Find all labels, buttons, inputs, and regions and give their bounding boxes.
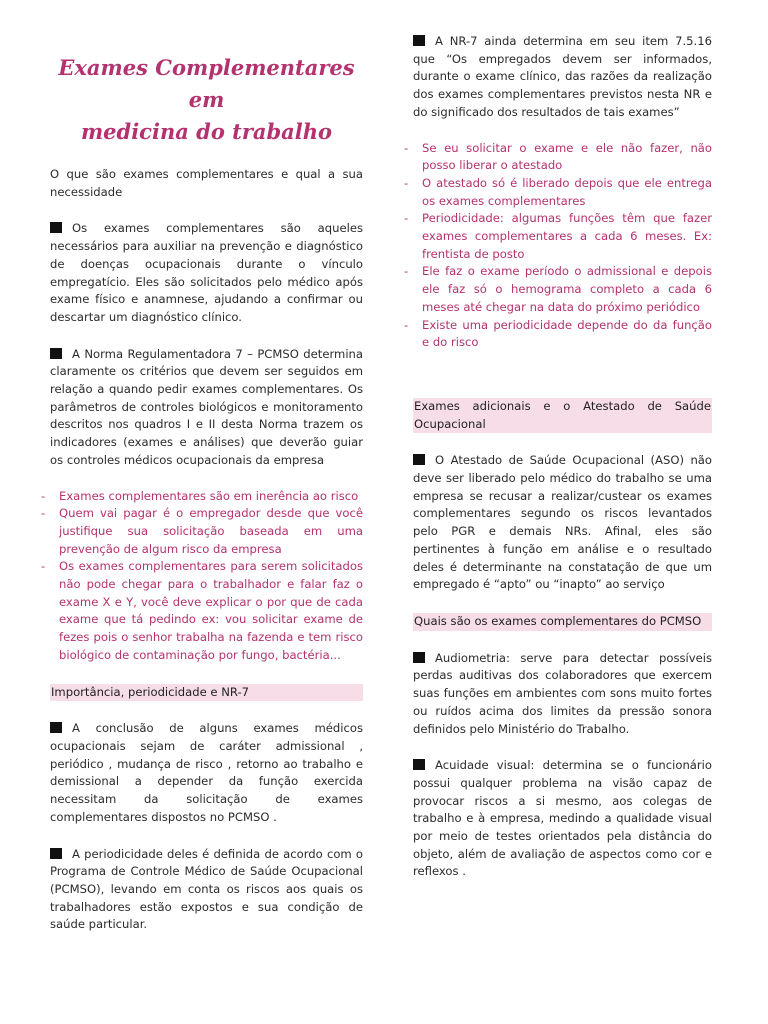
paragraph (50, 720, 363, 826)
paragraph-text: A Norma Regulamentadora 7 – PCMSO determina claramente os critérios que devem ser seguidos em relação a quando pedir exames complementares. Os parâmetros de controles biológicos e monitoramento descritos nos quadros I e II desta Norma trazem os indicadores (exames e análises) que deverão guiar os controles médicos ocupacionais da empresa (50, 346, 363, 467)
list-item: - Exames complementares são em inerência ao risco (50, 488, 363, 506)
paragraph-text: A NR-7 ainda determina em seu item 7.5.16 que “Os empregados devem ser informados, durante o exame clínico, das razões da realização dos exames complementares previstos nesta NR e do significado dos resultados de tais exames” (413, 34, 712, 119)
section-heading: Importância, periodicidade e NR-7 (50, 684, 363, 702)
paragraph-text: O Atestado de Saúde Ocupacional (ASO) não deve ser liberado pelo médico do trabalho se uma empresa se recusar a realizar/custear os exames complementares segundo os riscos levantados pelo PGR e demais NRs. Afinal, eles são pertinentes à função em análise e o resultado deles é determinante na constatação de que um empregado é “apto” ou “inapto” ao serviço (413, 453, 712, 592)
paragraph (50, 220, 363, 326)
square-bullet-icon (50, 722, 62, 733)
list-item: - Os exames complementares para serem solicitados não pode chegar para o trabalhador e falar faz o exame X e Y, você deve explicar o por que de cada exame que tá pedindo ex: vou solicitar exame de fezes pois o senhor trabalha na fazenda e tem risco biológico de contaminação por fungo, bactéria... (50, 558, 363, 664)
title-line-1: Exames Complementares em (58, 55, 355, 112)
title-line-2: medicina do trabalho (80, 119, 333, 144)
paragraph (413, 452, 712, 594)
square-bullet-icon (413, 759, 425, 770)
notes-list (413, 140, 712, 352)
list-item: - Quem vai pagar é o empregador desde que você justifique sua solicitação baseada em uma prevenção de algum risco da empresa (50, 505, 363, 558)
left-column (50, 0, 363, 934)
paragraph (50, 346, 363, 470)
square-bullet-icon (413, 652, 425, 663)
notes-list (50, 488, 363, 665)
square-bullet-icon (50, 222, 62, 233)
square-bullet-icon (50, 848, 62, 859)
square-bullet-icon (413, 454, 425, 465)
paragraph (50, 846, 363, 935)
list-item: - O atestado só é liberado depois que ele entrega os exames complementares (413, 175, 712, 210)
paragraph-text: Acuidade visual: determina se o funcionário possui qualquer problema na visão capaz de provocar riscos a si mesmo, aos colegas de trabalho e à empresa, medindo a qualidade visual por meio de testes orientados pela distância do objeto, além de avaliação de aspectos como cor e reflexos . (413, 758, 712, 879)
paragraph (413, 757, 712, 881)
list-item: - Existe uma periodicidade depende do da função e do risco (413, 317, 712, 352)
square-bullet-icon (413, 35, 425, 46)
paragraph (413, 650, 712, 739)
paragraph-text: A periodicidade deles é definida de acordo com o Programa de Controle Médico de Saúde Ocupacional (PCMSO), levando em conta os riscos aos quais os trabalhadores estão expostos e sua condição de saúde particular. (50, 846, 363, 932)
list-item: - Periodicidade: algumas funções têm que fazer exames complementares a cada 6 meses. Ex: frentista de posto (413, 210, 712, 263)
list-item: - Se eu solicitar o exame e ele não fazer, não posso liberar o atestado (413, 140, 712, 175)
paragraph (413, 33, 712, 122)
section-heading: Exames adicionais e o Atestado de Saúde Ocupacional (413, 398, 712, 433)
intro-text: O que são exames complementares e qual a sua necessidade (50, 167, 363, 199)
section-heading: Quais são os exames complementares do PCMSO (413, 613, 712, 631)
paragraph-text: Audiometria: serve para detectar possíveis perdas auditivas dos colaboradores que exercem suas funções em ambientes com sons muito fortes ou ruídos acima dos limites da pressão sonora definidos pelo Ministério do Trabalho. (413, 650, 712, 736)
right-column (413, 0, 712, 881)
square-bullet-icon (50, 348, 62, 359)
list-item: - Ele faz o exame período o admissional e depois ele faz só o hemograma completo a cada 6 meses até chegar na data do próximo periódico (413, 263, 712, 316)
paragraph-text: Os exames complementares são aqueles necessários para auxiliar na prevenção e diagnóstico de doenças ocupacionais durante o vínculo empregatício. Eles são solicitados pelo médico após exame físico e anamnese, ajudando a confirmar ou descartar um diagnóstico clínico. (50, 221, 363, 324)
page-title (50, 52, 363, 148)
paragraph-text: A conclusão de alguns exames médicos ocupacionais sejam de caráter admissional , periódico , mudança de risco , retorno ao trabalho e demissional a depender da função exercida necessitam da solicitação de exames complementares dispostos no PCMSO . (50, 721, 363, 824)
